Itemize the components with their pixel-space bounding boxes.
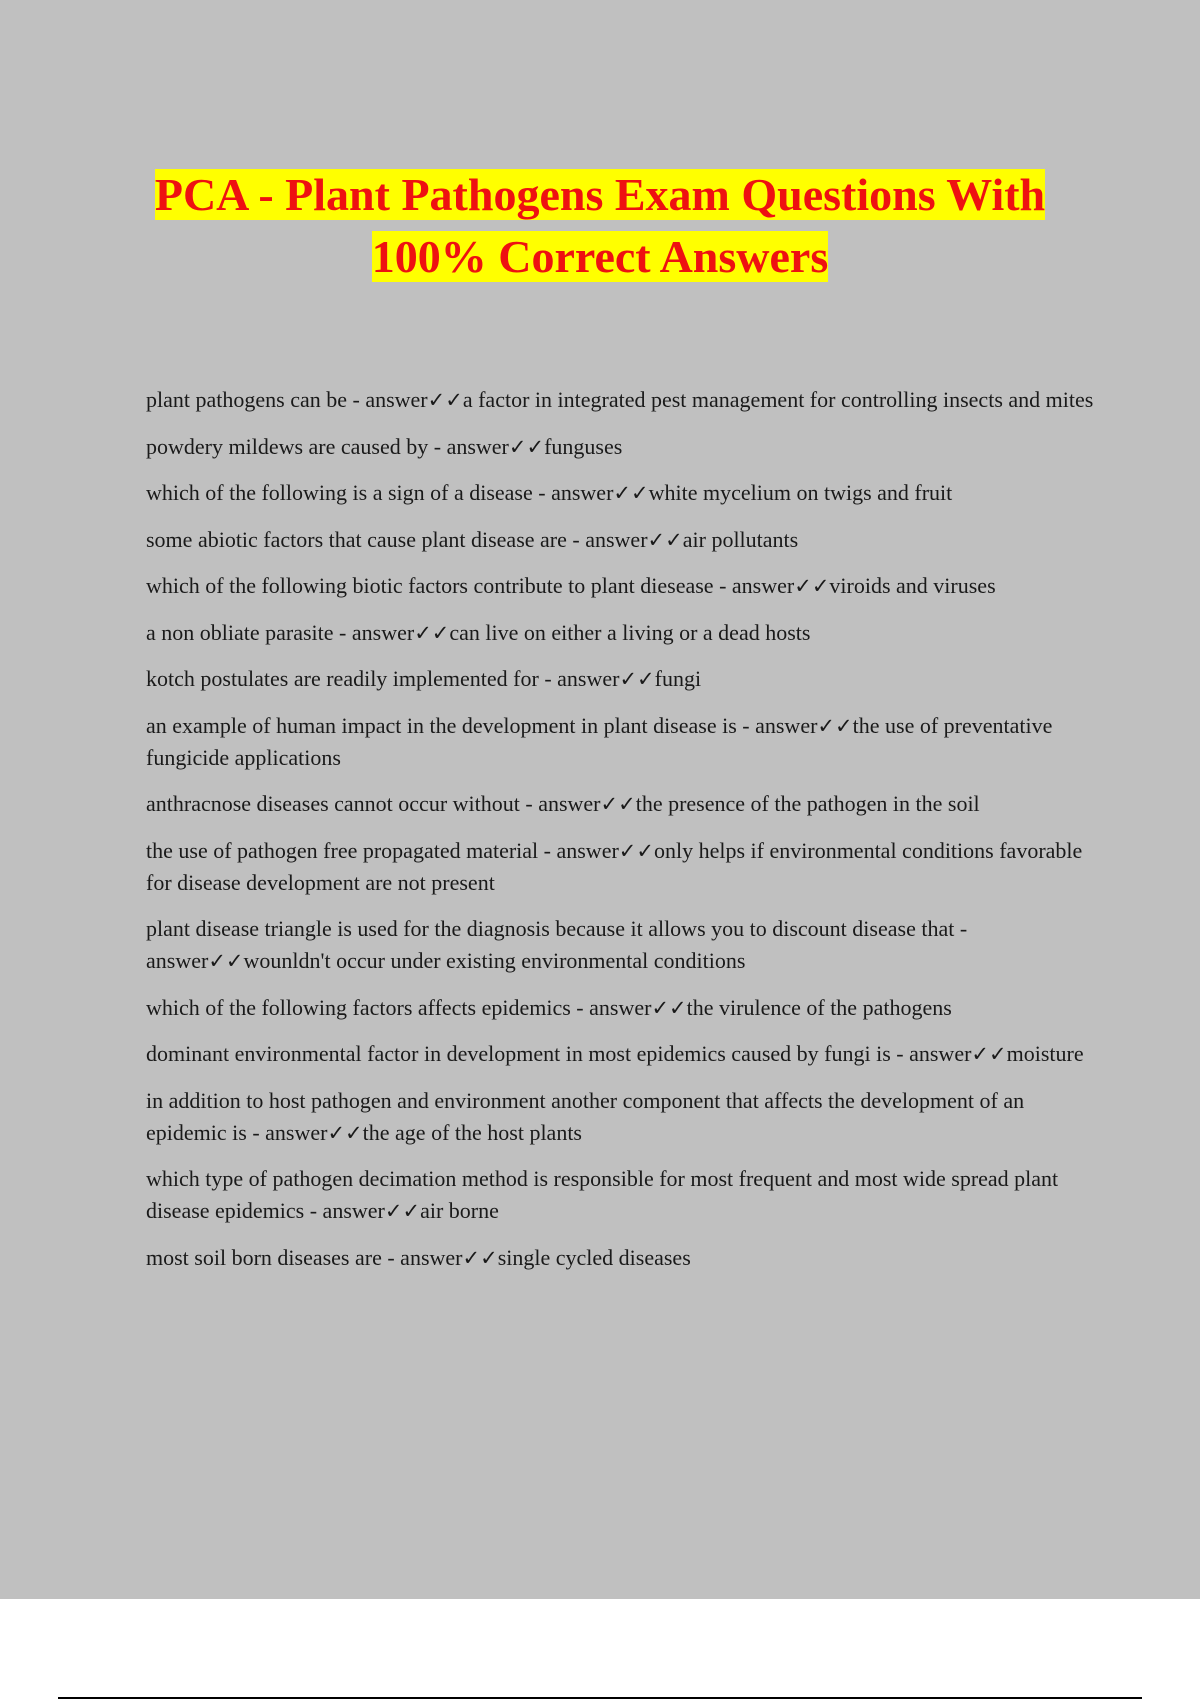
answer-label: - answer [333, 619, 415, 645]
answer-text: fungi [654, 666, 702, 691]
question-text: powdery mildews are caused by [146, 433, 429, 459]
check-mark-icon: ✓✓ [971, 1042, 1007, 1066]
qa-item [146, 570, 1096, 602]
question-text: plant disease triangle is used for the diagnosis because it allows you to discount disease that [146, 916, 955, 941]
qa-item [146, 913, 1096, 977]
question-text: most soil born diseases are [146, 1244, 382, 1270]
check-mark-icon: ✓✓ [427, 388, 463, 412]
answer-label: - answer [381, 1244, 463, 1270]
answer-text: only helps if environmental conditions favorable for disease development are not present [146, 837, 1083, 895]
qa-item [146, 477, 1096, 509]
check-mark-icon: ✓✓ [651, 995, 687, 1020]
answer-label: - answer [532, 480, 614, 505]
question-text: plant pathogens can be [146, 387, 347, 412]
answer-text: can live on either a living or a dead hosts [449, 619, 811, 645]
qa-item [146, 431, 1096, 463]
check-mark-icon: ✓✓ [414, 620, 450, 645]
question-text: an example of human impact in the development in plant disease is [146, 712, 737, 738]
answer-label: - answer [304, 1198, 385, 1223]
question-text: dominant environmental factor in development in most epidemics caused by fungi is [146, 1041, 891, 1066]
check-mark-icon: ✓✓ [613, 481, 649, 505]
answer-label: - answer [890, 1041, 972, 1066]
answer-label: - answer [538, 666, 620, 691]
qa-item [146, 835, 1096, 899]
question-text: in addition to host pathogen and environment another component that affects the development of an epidemic is [146, 1087, 1025, 1145]
check-mark-icon: ✓✓ [618, 838, 654, 863]
qa-item [146, 1038, 1096, 1070]
check-mark-icon: ✓✓ [817, 713, 853, 738]
check-mark-icon: ✓✓ [600, 792, 636, 816]
qa-list [146, 384, 1096, 1288]
qa-item [146, 384, 1096, 416]
answer-label: - answer [538, 837, 619, 863]
answer-label: - answer [713, 573, 795, 598]
answer-text: air pollutants [682, 526, 799, 552]
check-mark-icon: ✓✓ [327, 1120, 363, 1145]
answer-label: - answer [566, 526, 648, 552]
question-text: anthracnose diseases cannot occur without [146, 791, 520, 816]
title-line-2: 100% Correct Answers [371, 231, 829, 282]
question-text: which type of pathogen decimation method is responsible for most frequent and most wide spread plant disease epidemics [146, 1166, 1059, 1223]
document-title [100, 164, 1100, 288]
qa-item [146, 992, 1096, 1024]
check-mark-icon: ✓✓ [208, 949, 244, 973]
answer-text: viroids and viruses [829, 573, 996, 598]
check-mark-icon: ✓✓ [384, 1199, 421, 1223]
answer-label: - answer [428, 433, 509, 459]
answer-label: - answer [347, 387, 428, 412]
question-text: a non obliate parasite [146, 619, 334, 645]
qa-item [146, 788, 1096, 820]
answer-text: a factor in integrated pest management for controlling insects and mites [462, 387, 1094, 412]
qa-item [146, 617, 1096, 649]
check-mark-icon: ✓✓ [647, 527, 683, 552]
qa-item [146, 1163, 1096, 1227]
qa-item [146, 524, 1096, 556]
answer-text: single cycled diseases [497, 1244, 691, 1270]
title-line-1: PCA - Plant Pathogens Exam Questions With [154, 169, 1046, 220]
answer-text: white mycelium on twigs and fruit [648, 480, 953, 505]
question-text: kotch postulates are readily implemented for [146, 666, 539, 691]
qa-item [146, 663, 1096, 695]
answer-label: - answer [246, 1119, 328, 1145]
answer-text: funguses [544, 433, 623, 459]
qa-item [146, 1242, 1096, 1274]
answer-label: - answer [736, 712, 818, 738]
check-mark-icon: ✓✓ [462, 1245, 498, 1270]
check-mark-icon: ✓✓ [508, 434, 545, 459]
answer-text: air borne [420, 1198, 499, 1223]
question-text: which of the following factors affects epidemics [146, 994, 571, 1020]
qa-item [146, 1085, 1096, 1149]
answer-text: wounldn't occur under existing environmental conditions [243, 948, 746, 973]
qa-item [146, 710, 1096, 774]
question-text: the use of pathogen free propagated material [146, 837, 539, 863]
question-text: some abiotic factors that cause plant disease are [146, 526, 567, 552]
answer-text: the age of the host plants [362, 1119, 582, 1145]
answer-label: - answer [146, 916, 968, 973]
answer-text: the use of preventative fungicide applications [146, 712, 1053, 770]
answer-text: moisture [1006, 1041, 1084, 1066]
answer-label: - answer [570, 994, 652, 1020]
question-text: which of the following is a sign of a disease [146, 480, 533, 505]
answer-text: the presence of the pathogen in the soil [635, 791, 980, 816]
answer-text: the virulence of the pathogens [686, 994, 952, 1020]
footer-divider [58, 1697, 1142, 1699]
answer-label: - answer [519, 791, 601, 816]
question-text: which of the following biotic factors contribute to plant diesease [146, 573, 714, 598]
check-mark-icon: ✓✓ [794, 574, 830, 598]
check-mark-icon: ✓✓ [619, 667, 655, 691]
